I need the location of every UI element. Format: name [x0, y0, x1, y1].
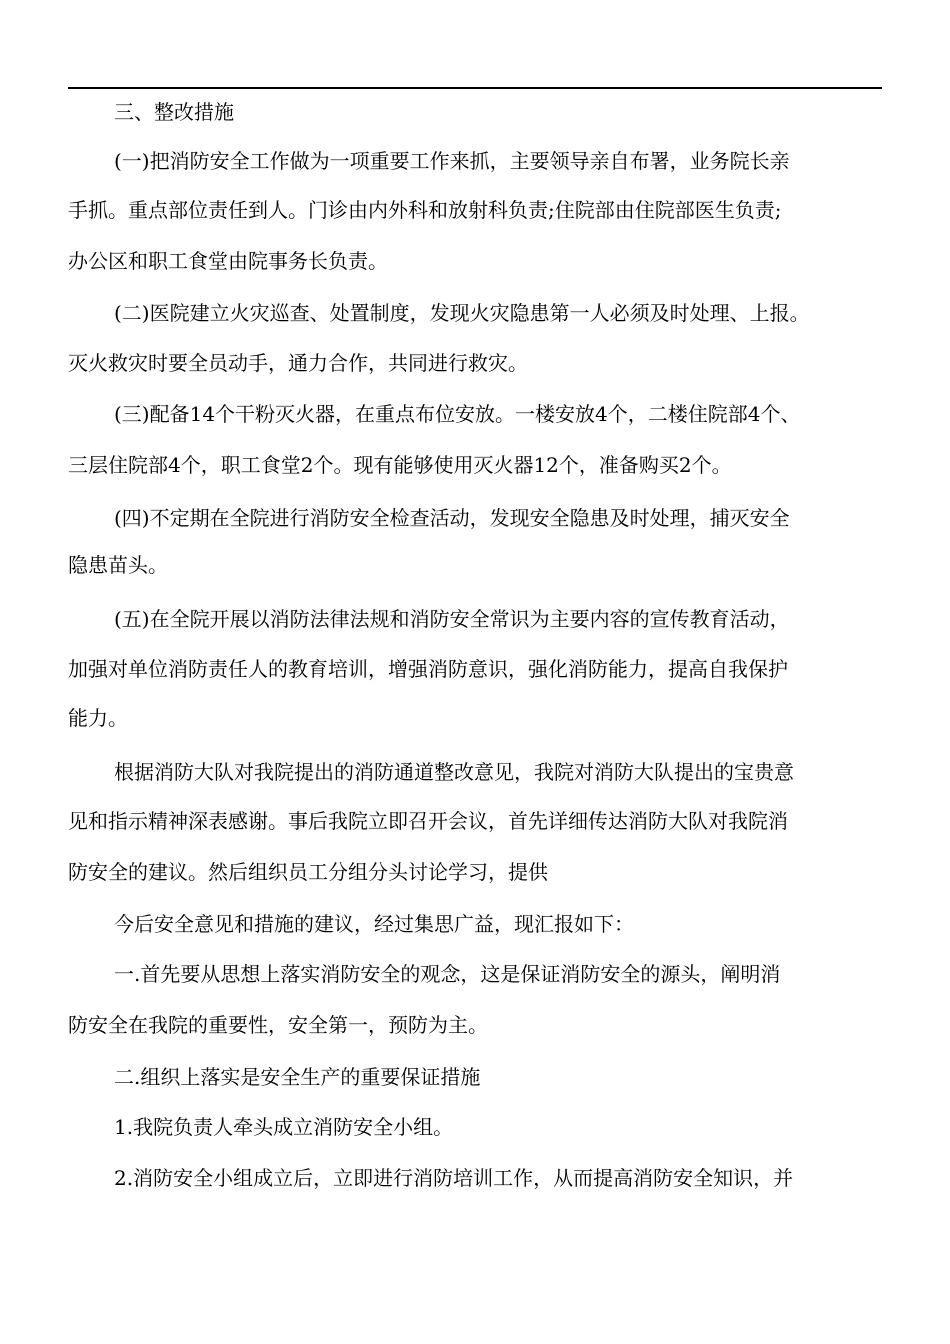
- text-line: 2.消防安全小组成立后，立即进行消防培训工作，从而提高消防安全知识，并: [114, 1166, 794, 1190]
- text-line: 防安全在我院的重要性，安全第一，预防为主。: [68, 1013, 488, 1037]
- text-line: 三层住院部4个，职工食堂2个。现有能够使用灭火器12个，准备购买2个。: [68, 453, 732, 477]
- section-heading: 三、整改措施: [114, 100, 234, 124]
- text-line: 加强对单位消防责任人的教育培训，增强消防意识，强化消防能力，提高自我保护: [68, 657, 788, 681]
- text-line: 隐患苗头。: [68, 553, 168, 577]
- text-line: 一.首先要从思想上落实消防安全的观念，这是保证消防安全的源头，阐明消: [114, 962, 781, 986]
- text-line: (五)在全院开展以消防法律法规和消防安全常识为主要内容的宣传教育活动，: [114, 607, 790, 631]
- text-line: 1.我院负责人牵头成立消防安全小组。: [114, 1115, 454, 1139]
- text-line: 今后安全意见和措施的建议，经过集思广益，现汇报如下：: [114, 912, 634, 936]
- text-line: 灭火救灾时要全员动手，通力合作，共同进行救灾。: [68, 351, 528, 375]
- text-line: (二)医院建立火灾巡查、处置制度，发现火灾隐患第一人必须及时处理、上报。: [114, 301, 810, 325]
- text-line: 手抓。重点部位责任到人。门诊由内外科和放射科负责;住院部由住院部医生负责;: [68, 198, 782, 222]
- header-rule: [68, 87, 882, 89]
- text-line: 办公区和职工食堂由院事务长负责。: [68, 249, 388, 273]
- text-line: 见和指示精神深表感谢。事后我院立即召开会议，首先详细传达消防大队对我院消: [68, 809, 788, 833]
- text-line: 防安全的建议。然后组织员工分组分头讨论学习，提供: [68, 860, 548, 884]
- text-line: 根据消防大队对我院提出的消防通道整改意见，我院对消防大队提出的宝贵意: [114, 760, 794, 784]
- text-line: 二.组织上落实是安全生产的重要保证措施: [114, 1065, 481, 1089]
- text-line: (一)把消防安全工作做为一项重要工作来抓，主要领导亲自布署，业务院长亲: [114, 149, 790, 173]
- text-line: (四)不定期在全院进行消防安全检查活动，发现安全隐患及时处理，捕灭安全: [114, 506, 790, 530]
- text-line: 能力。: [68, 706, 128, 730]
- text-line: (三)配备14个干粉灭火器，在重点布位安放。一楼安放4个，二楼住院部4个、: [114, 402, 801, 426]
